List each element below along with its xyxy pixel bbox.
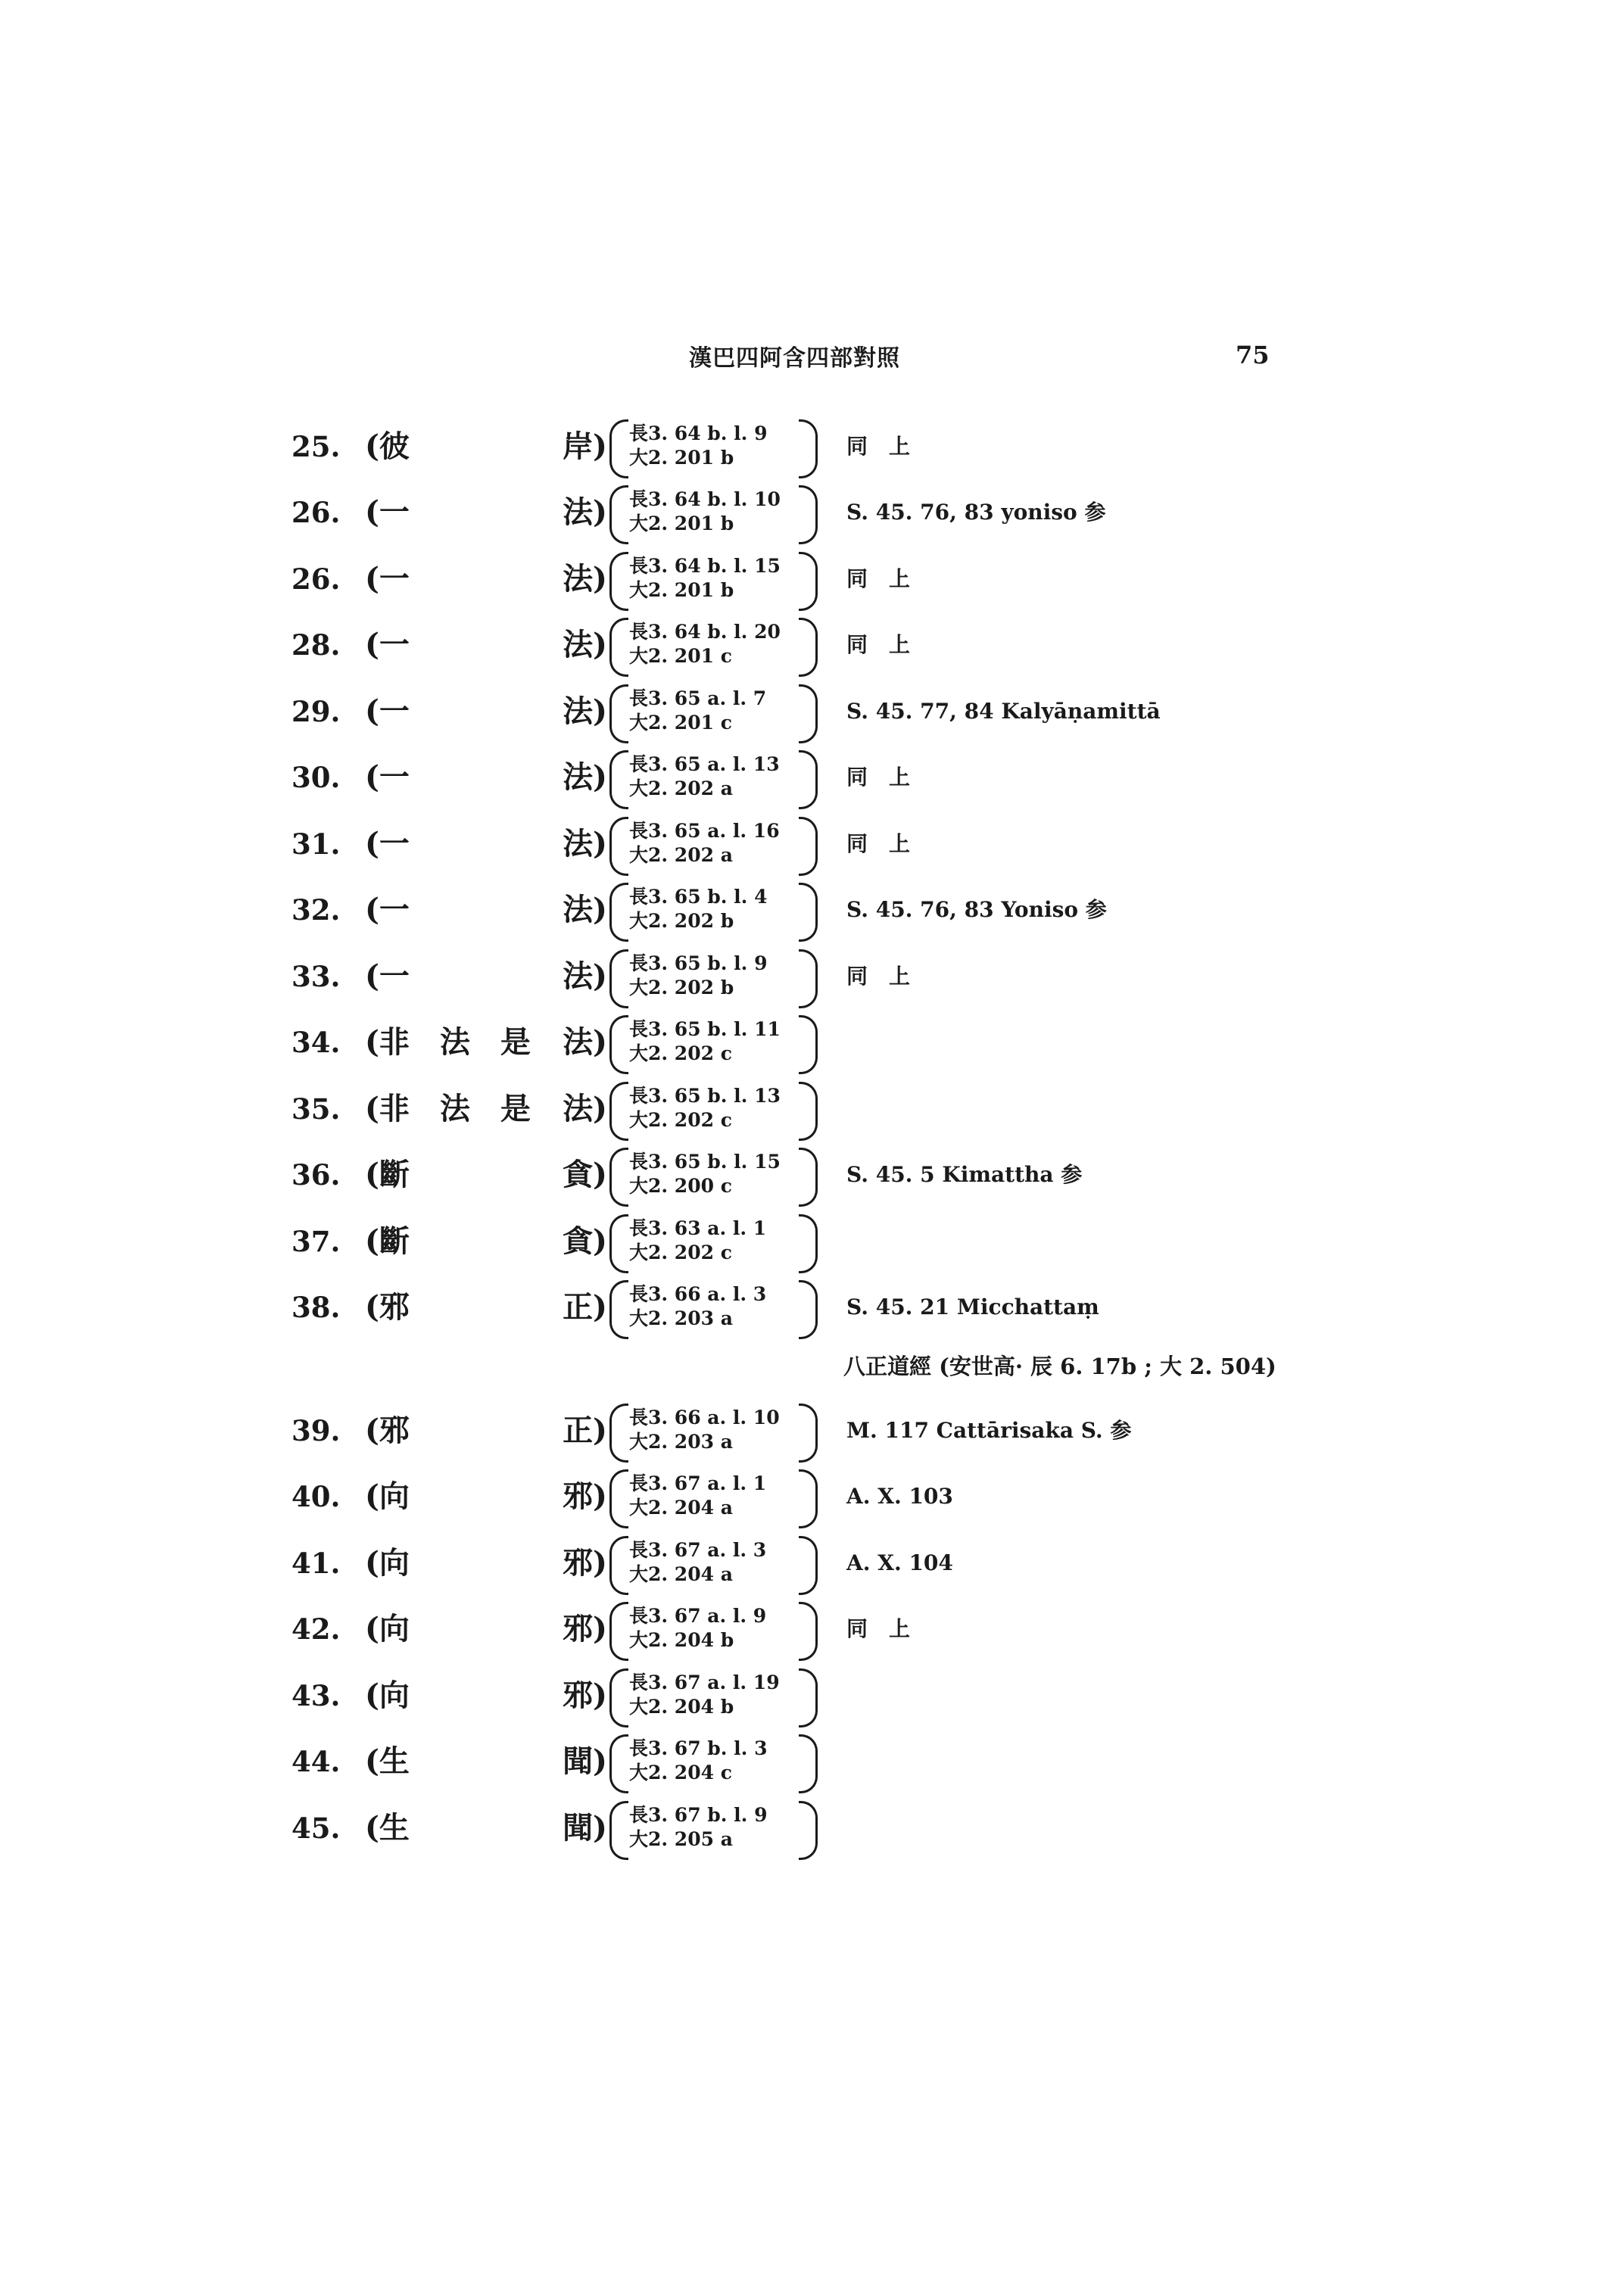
term-end: 法) — [563, 826, 607, 861]
left-bracket — [609, 1214, 628, 1273]
pali-parallel: A. X. 104 — [846, 1550, 953, 1575]
left-bracket — [609, 1734, 628, 1793]
term-end: 貪) — [563, 1223, 607, 1259]
reference-line-2: 大2. 202 c — [629, 1042, 732, 1064]
left-bracket — [609, 1280, 628, 1339]
right-bracket — [799, 1801, 818, 1860]
reference-line-1: 長3. 64 b. l. 20 — [629, 621, 781, 643]
entry-number: 26. — [291, 562, 341, 596]
reference-line-2: 大2. 201 c — [629, 645, 732, 667]
reference-block — [609, 817, 818, 871]
entry-number: 33. — [291, 960, 341, 993]
left-bracket — [609, 1148, 628, 1207]
entry-number: 30. — [291, 761, 341, 794]
term-start: (一 — [365, 826, 410, 861]
right-bracket — [799, 750, 818, 809]
reference-block — [609, 883, 818, 937]
term-start: (一 — [365, 892, 410, 927]
reference-line-2: 大2. 201 b — [629, 447, 734, 469]
entry-term — [365, 681, 607, 742]
reference-line-2: 大2. 201 b — [629, 579, 734, 601]
reference-block — [609, 1082, 818, 1136]
reference-line-1: 長3. 65 b. l. 15 — [629, 1151, 781, 1173]
reference-line-2: 大2. 202 a — [629, 777, 733, 799]
left-bracket — [609, 883, 628, 942]
table-row — [0, 1211, 1624, 1272]
term-start: (邪 — [365, 1413, 410, 1448]
right-bracket — [799, 1148, 818, 1207]
left-bracket — [609, 419, 628, 478]
entry-number: 42. — [291, 1612, 341, 1646]
table-row — [0, 1533, 1624, 1594]
reference-line-2: 大2. 205 a — [629, 1828, 733, 1850]
reference-line-2: 大2. 202 a — [629, 844, 733, 866]
pali-parallel: 同 上 — [846, 566, 911, 591]
term-start: (斷 — [365, 1223, 410, 1259]
running-title: 漢巴四阿含四部對照 — [689, 345, 900, 372]
reference-block — [609, 618, 818, 672]
entry-number: 40. — [291, 1480, 341, 1513]
term-end: 法) — [563, 759, 607, 795]
reference-line-1: 長3. 65 a. l. 7 — [629, 687, 767, 709]
reference-block — [609, 1734, 818, 1789]
term-end: 邪) — [563, 1678, 607, 1713]
reference-block — [609, 1214, 818, 1269]
pali-parallel: 同 上 — [846, 765, 911, 790]
right-bracket — [799, 1668, 818, 1728]
left-bracket — [609, 485, 628, 544]
entry-term — [365, 416, 607, 477]
reference-block — [609, 1280, 818, 1335]
entry-number: 37. — [291, 1225, 341, 1258]
table-row — [0, 1400, 1624, 1461]
reference-line-2: 大2. 202 c — [629, 1109, 732, 1131]
entry-term — [365, 1731, 607, 1792]
entry-term — [365, 1798, 607, 1858]
pali-parallel: S. 45. 76, 83 yoniso 参 — [846, 500, 1106, 525]
reference-line-2: 大2. 202 b — [629, 977, 734, 999]
term-end: 法) — [563, 627, 607, 662]
table-row — [0, 482, 1624, 543]
term-end: 邪) — [563, 1478, 607, 1514]
reference-line-2: 大2. 204 a — [629, 1497, 733, 1519]
right-bracket — [799, 552, 818, 611]
sutra-note: 八正道經 (安世高· 辰 6. 17b ; 大 2. 504) — [843, 1354, 1276, 1379]
reference-block — [609, 1536, 818, 1590]
pali-parallel: S. 45. 76, 83 Yoniso 参 — [846, 897, 1107, 922]
term-start: (一 — [365, 759, 410, 795]
entry-term — [365, 747, 607, 808]
right-bracket — [799, 883, 818, 942]
reference-block — [609, 1404, 818, 1458]
term-start: (一 — [365, 693, 410, 729]
entry-term — [365, 1012, 607, 1073]
term-start: (向 — [365, 1678, 410, 1713]
right-bracket — [799, 618, 818, 677]
reference-line-2: 大2. 204 b — [629, 1696, 734, 1718]
right-bracket — [799, 1015, 818, 1074]
entry-number: 45. — [291, 1812, 341, 1845]
page-number: 75 — [1236, 341, 1270, 369]
left-bracket — [609, 750, 628, 809]
table-row — [0, 1012, 1624, 1073]
table-row — [0, 1599, 1624, 1659]
table-row — [0, 615, 1624, 675]
reference-line-1: 長3. 67 a. l. 1 — [629, 1472, 767, 1494]
table-row — [0, 747, 1624, 808]
reference-block — [609, 419, 818, 474]
reference-line-2: 大2. 204 b — [629, 1629, 734, 1651]
entry-number: 28. — [291, 628, 341, 662]
term-start: (一 — [365, 958, 410, 994]
entry-term — [365, 1277, 607, 1338]
term-end: 岸) — [563, 428, 607, 464]
term-end: 法) — [563, 958, 607, 994]
term-start: (一 — [365, 494, 410, 530]
left-bracket — [609, 618, 628, 677]
right-bracket — [799, 949, 818, 1008]
entry-number: 26. — [291, 496, 341, 529]
left-bracket — [609, 1015, 628, 1074]
entry-term — [365, 615, 607, 675]
right-bracket — [799, 1469, 818, 1528]
entry-number: 32. — [291, 893, 341, 927]
term-start: (邪 — [365, 1289, 410, 1325]
pali-parallel: S. 45. 21 Micchattaṃ — [846, 1294, 1099, 1319]
entry-term — [365, 1665, 607, 1726]
left-bracket — [609, 1536, 628, 1595]
entry-number: 34. — [291, 1026, 341, 1059]
reference-line-1: 長3. 67 a. l. 3 — [629, 1539, 767, 1561]
reference-line-2: 大2. 201 b — [629, 512, 734, 534]
reference-line-1: 長3. 67 b. l. 9 — [629, 1804, 768, 1826]
right-bracket — [799, 684, 818, 743]
reference-block — [609, 1148, 818, 1202]
table-row — [0, 1665, 1624, 1726]
entry-term — [365, 880, 607, 940]
entry-term — [365, 814, 607, 874]
table-row — [0, 1145, 1624, 1205]
term-end: 聞) — [563, 1743, 607, 1779]
reference-block — [609, 1602, 818, 1656]
right-bracket — [799, 817, 818, 876]
term-end: 法) — [563, 494, 607, 530]
entry-number: 29. — [291, 695, 341, 728]
term-end: 邪) — [563, 1545, 607, 1581]
reference-line-1: 長3. 65 b. l. 4 — [629, 886, 768, 908]
pali-parallel: M. 117 Cattārisaka S. 参 — [846, 1418, 1132, 1443]
right-bracket — [799, 419, 818, 478]
reference-line-1: 長3. 65 b. l. 9 — [629, 952, 768, 974]
reference-line-1: 長3. 67 a. l. 19 — [629, 1671, 780, 1693]
table-row — [0, 1466, 1624, 1527]
left-bracket — [609, 1469, 628, 1528]
left-bracket — [609, 817, 628, 876]
reference-block — [609, 1668, 818, 1723]
entry-number: 43. — [291, 1679, 341, 1712]
entry-number: 38. — [291, 1291, 341, 1324]
reference-line-1: 長3. 67 b. l. 3 — [629, 1737, 768, 1759]
entry-number: 25. — [291, 430, 341, 463]
entry-term — [365, 1533, 607, 1594]
table-row — [0, 549, 1624, 609]
left-bracket — [609, 949, 628, 1008]
reference-block — [609, 1015, 818, 1070]
reference-line-2: 大2. 201 c — [629, 712, 732, 734]
pali-parallel: 同 上 — [846, 632, 911, 657]
pali-parallel: 同 上 — [846, 831, 911, 856]
term-end: 聞) — [563, 1810, 607, 1846]
right-bracket — [799, 1404, 818, 1463]
term-end: 法) — [563, 693, 607, 729]
term-end: 法) — [563, 1091, 607, 1126]
entry-term — [365, 946, 607, 1007]
entry-number: 35. — [291, 1092, 341, 1126]
left-bracket — [609, 1602, 628, 1661]
left-bracket — [609, 552, 628, 611]
entry-term — [365, 1145, 607, 1205]
table-row — [0, 1079, 1624, 1139]
reference-line-1: 長3. 65 a. l. 16 — [629, 820, 780, 842]
reference-line-1: 長3. 66 a. l. 10 — [629, 1407, 780, 1428]
term-end: 正) — [563, 1413, 607, 1448]
right-bracket — [799, 1082, 818, 1141]
pali-parallel: 同 上 — [846, 1616, 911, 1641]
pali-parallel: 同 上 — [846, 964, 911, 989]
reference-line-2: 大2. 202 c — [629, 1242, 732, 1263]
term-start: (向 — [365, 1478, 410, 1514]
reference-line-2: 大2. 203 a — [629, 1431, 733, 1453]
entry-number: 36. — [291, 1158, 341, 1192]
reference-line-1: 長3. 64 b. l. 15 — [629, 555, 781, 577]
term-end: 貪) — [563, 1157, 607, 1192]
entry-term — [365, 549, 607, 609]
right-bracket — [799, 1280, 818, 1339]
right-bracket — [799, 1536, 818, 1595]
reference-line-1: 長3. 65 b. l. 11 — [629, 1018, 781, 1040]
entry-term — [365, 1211, 607, 1272]
pali-parallel: S. 45. 77, 84 Kalyāṇamittā — [846, 699, 1161, 724]
entry-term — [365, 1079, 607, 1139]
reference-block — [609, 1801, 818, 1855]
reference-block — [609, 485, 818, 540]
table-row — [0, 416, 1624, 477]
term-start: (非 法 是 — [365, 1024, 531, 1060]
term-start: (非 法 是 — [365, 1091, 531, 1126]
term-start: (向 — [365, 1545, 410, 1581]
reference-line-1: 長3. 63 a. l. 1 — [629, 1217, 767, 1239]
entry-number: 44. — [291, 1745, 341, 1778]
reference-line-2: 大2. 204 c — [629, 1762, 732, 1784]
term-start: (斷 — [365, 1157, 410, 1192]
entry-number: 39. — [291, 1414, 341, 1447]
table-row — [0, 814, 1624, 874]
reference-line-1: 長3. 67 a. l. 9 — [629, 1605, 767, 1627]
left-bracket — [609, 1801, 628, 1860]
entry-term — [365, 482, 607, 543]
reference-block — [609, 684, 818, 739]
left-bracket — [609, 1668, 628, 1728]
right-bracket — [799, 485, 818, 544]
entry-term — [365, 1466, 607, 1527]
left-bracket — [609, 1404, 628, 1463]
term-end: 法) — [563, 892, 607, 927]
table-row — [0, 880, 1624, 940]
right-bracket — [799, 1214, 818, 1273]
term-end: 邪) — [563, 1611, 607, 1647]
table-row — [0, 1277, 1624, 1338]
left-bracket — [609, 684, 628, 743]
term-start: (生 — [365, 1743, 410, 1779]
reference-line-2: 大2. 204 a — [629, 1563, 733, 1585]
term-start: (一 — [365, 627, 410, 662]
reference-block — [609, 1469, 818, 1524]
reference-line-2: 大2. 203 a — [629, 1307, 733, 1329]
reference-block — [609, 949, 818, 1004]
table-row — [0, 1731, 1624, 1792]
term-start: (彼 — [365, 428, 410, 464]
entry-number: 41. — [291, 1547, 341, 1580]
entry-number: 31. — [291, 827, 341, 861]
pali-parallel: A. X. 103 — [846, 1484, 953, 1509]
entry-term — [365, 1400, 607, 1461]
entry-term — [365, 1599, 607, 1659]
reference-line-1: 長3. 66 a. l. 3 — [629, 1283, 767, 1305]
term-end: 法) — [563, 1024, 607, 1060]
term-start: (生 — [365, 1810, 410, 1846]
term-end: 正) — [563, 1289, 607, 1325]
reference-line-2: 大2. 200 c — [629, 1175, 732, 1197]
term-end: 法) — [563, 561, 607, 597]
reference-block — [609, 552, 818, 606]
table-row — [0, 681, 1624, 742]
right-bracket — [799, 1602, 818, 1661]
table-row — [0, 1798, 1624, 1858]
reference-line-1: 長3. 65 a. l. 13 — [629, 753, 780, 775]
right-bracket — [799, 1734, 818, 1793]
reference-line-1: 長3. 65 b. l. 13 — [629, 1085, 781, 1107]
reference-block — [609, 750, 818, 805]
table-row — [0, 946, 1624, 1007]
reference-line-2: 大2. 202 b — [629, 910, 734, 932]
reference-line-1: 長3. 64 b. l. 10 — [629, 488, 781, 510]
term-start: (向 — [365, 1611, 410, 1647]
reference-line-1: 長3. 64 b. l. 9 — [629, 422, 768, 444]
left-bracket — [609, 1082, 628, 1141]
pali-parallel: S. 45. 5 Kimattha 参 — [846, 1162, 1083, 1187]
pali-parallel: 同 上 — [846, 434, 911, 459]
term-start: (一 — [365, 561, 410, 597]
